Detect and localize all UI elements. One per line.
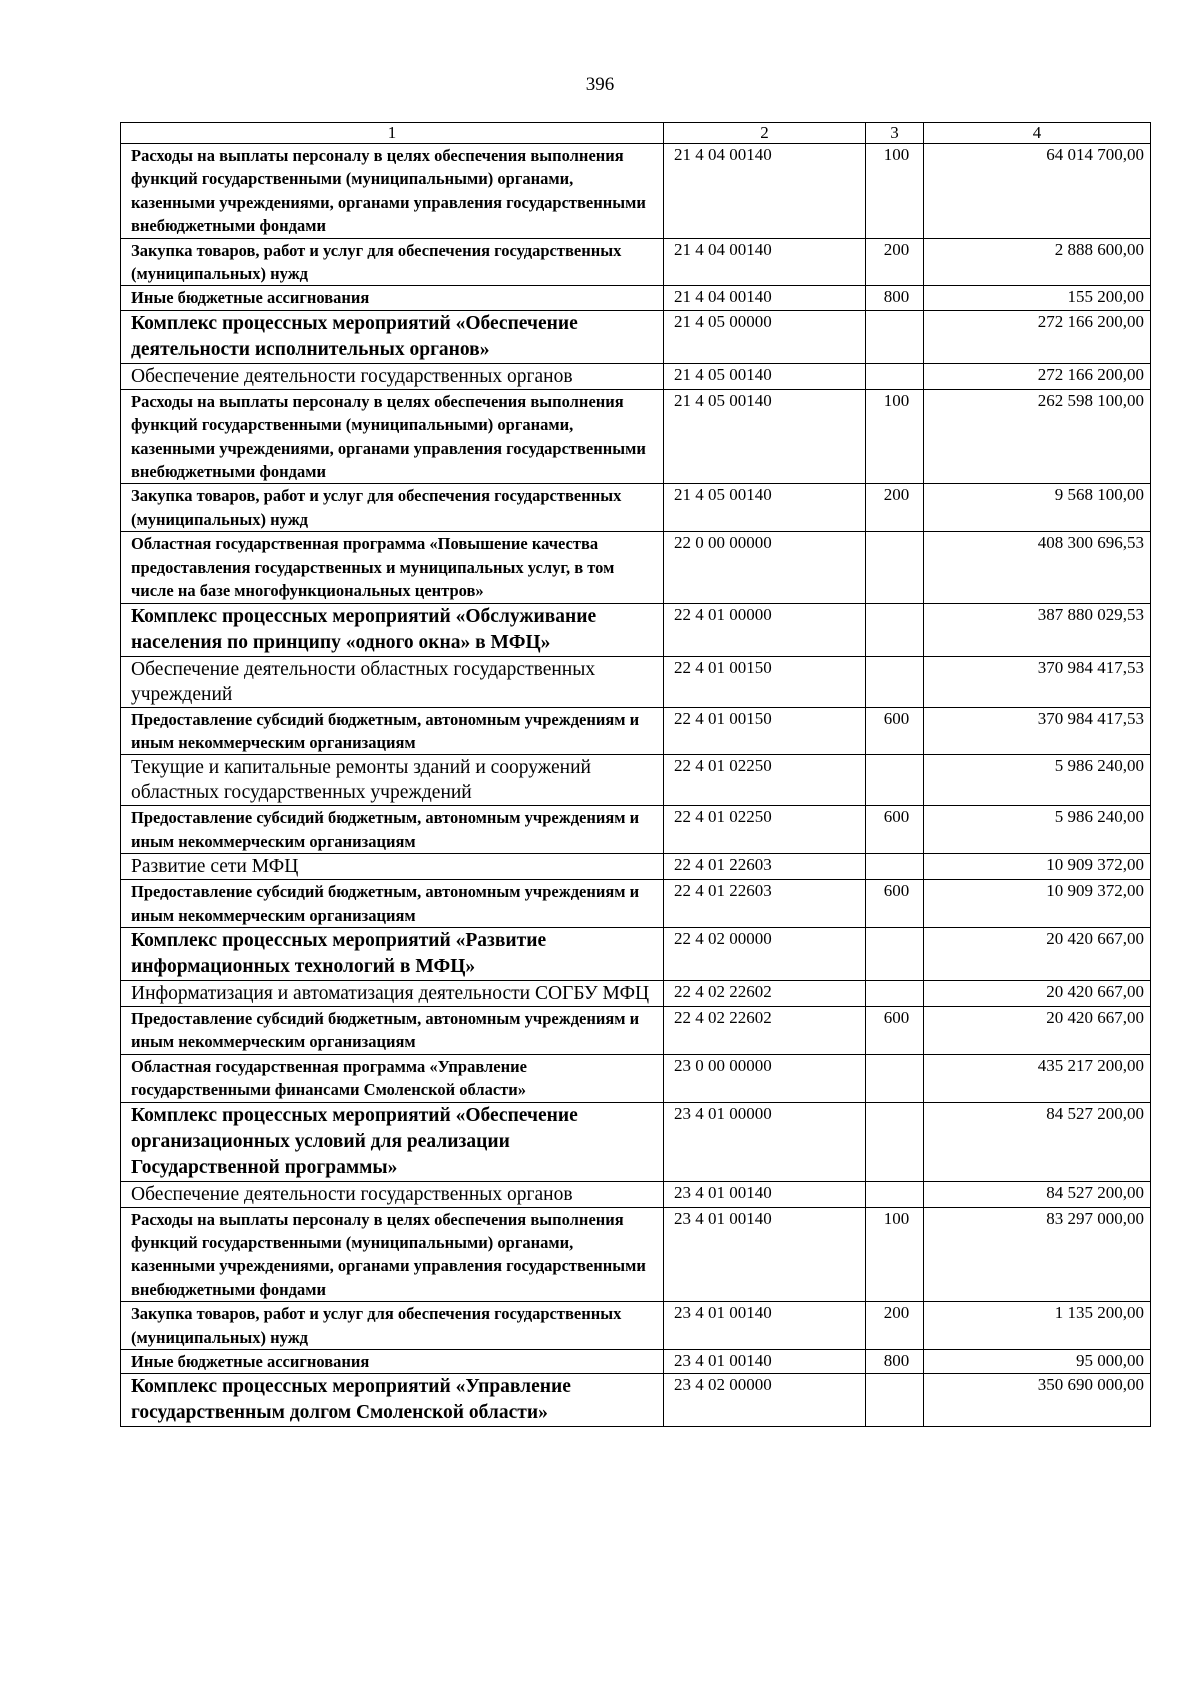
table-row: [121, 854, 1151, 880]
row-code-cell: 23 4 01 00140: [664, 1302, 866, 1350]
row-name-cell: Комплекс процессных мероприятий «Обеспечение организационных условий для реализации Государственной программы»: [121, 1102, 664, 1181]
row-amount-cell: 387 880 029,53: [924, 603, 1151, 656]
row-name-cell: Предоставление субсидий бюджетным, автономным учреждениям и иным некоммерческим организациям: [121, 806, 664, 854]
row-type-cell: [866, 1102, 924, 1181]
row-code-cell: 22 4 01 00000: [664, 603, 866, 656]
row-name-cell: Иные бюджетные ассигнования: [121, 286, 664, 310]
column-header-code: 2: [664, 123, 866, 144]
row-type-cell: 200: [866, 238, 924, 286]
table-row: [121, 238, 1151, 286]
row-type-cell: [866, 854, 924, 880]
row-name-cell: Информатизация и автоматизация деятельности СОГБУ МФЦ: [121, 980, 664, 1006]
row-code-cell: 21 4 05 00140: [664, 484, 866, 532]
row-type-cell: 100: [866, 1207, 924, 1302]
table-row: [121, 1350, 1151, 1374]
table-row: [121, 484, 1151, 532]
row-amount-cell: 370 984 417,53: [924, 656, 1151, 707]
row-type-cell: [866, 363, 924, 389]
row-name-cell: Комплекс процессных мероприятий «Развитие информационных технологий в МФЦ»: [121, 927, 664, 980]
table-body: [121, 144, 1151, 1427]
table-row: [121, 144, 1151, 239]
table-row: [121, 755, 1151, 806]
row-name-cell: Расходы на выплаты персоналу в целях обеспечения выполнения функций государственными (муниципальными) органами, казенными учреждениями, органами управления государственными внебюджетными фондами: [121, 144, 664, 239]
row-code-cell: 22 4 01 00150: [664, 656, 866, 707]
row-code-cell: 21 4 05 00000: [664, 310, 866, 363]
table-row: [121, 1302, 1151, 1350]
column-header-amount: 4: [924, 123, 1151, 144]
row-type-cell: [866, 1181, 924, 1207]
table-row: [121, 1054, 1151, 1102]
row-code-cell: 22 4 02 22602: [664, 1006, 866, 1054]
row-code-cell: 22 4 01 00150: [664, 707, 866, 755]
row-type-cell: 800: [866, 1350, 924, 1374]
row-amount-cell: 20 420 667,00: [924, 980, 1151, 1006]
table-row: [121, 927, 1151, 980]
table-row: [121, 363, 1151, 389]
table-row: [121, 389, 1151, 484]
table-row: [121, 806, 1151, 854]
row-name-cell: Текущие и капитальные ремонты зданий и сооружений областных государственных учреждений: [121, 755, 664, 806]
row-type-cell: 600: [866, 1006, 924, 1054]
row-name-cell: Расходы на выплаты персоналу в целях обеспечения выполнения функций государственными (муниципальными) органами, казенными учреждениями, органами управления государственными внебюджетными фондами: [121, 389, 664, 484]
row-type-cell: [866, 532, 924, 603]
row-type-cell: [866, 755, 924, 806]
row-amount-cell: 84 527 200,00: [924, 1181, 1151, 1207]
row-amount-cell: 5 986 240,00: [924, 806, 1151, 854]
row-type-cell: 100: [866, 144, 924, 239]
row-amount-cell: 155 200,00: [924, 286, 1151, 310]
row-amount-cell: 435 217 200,00: [924, 1054, 1151, 1102]
row-code-cell: 23 4 01 00140: [664, 1350, 866, 1374]
row-type-cell: 200: [866, 1302, 924, 1350]
table-row: [121, 1207, 1151, 1302]
row-amount-cell: 83 297 000,00: [924, 1207, 1151, 1302]
row-name-cell: Предоставление субсидий бюджетным, автономным учреждениям и иным некоммерческим организациям: [121, 707, 664, 755]
row-type-cell: 100: [866, 389, 924, 484]
row-amount-cell: 20 420 667,00: [924, 1006, 1151, 1054]
table-row: [121, 707, 1151, 755]
row-code-cell: 23 4 01 00000: [664, 1102, 866, 1181]
row-type-cell: [866, 603, 924, 656]
row-code-cell: 22 4 01 22603: [664, 854, 866, 880]
table-row: [121, 1006, 1151, 1054]
row-amount-cell: 9 568 100,00: [924, 484, 1151, 532]
table-header-row: [121, 123, 1151, 144]
row-amount-cell: 20 420 667,00: [924, 927, 1151, 980]
page-number: 396: [585, 74, 615, 95]
row-name-cell: Обеспечение деятельности государственных органов: [121, 363, 664, 389]
row-name-cell: Комплекс процессных мероприятий «Управление государственным долгом Смоленской области»: [121, 1374, 664, 1427]
row-type-cell: [866, 980, 924, 1006]
row-name-cell: Обеспечение деятельности государственных органов: [121, 1181, 664, 1207]
table-row: [121, 603, 1151, 656]
row-amount-cell: 1 135 200,00: [924, 1302, 1151, 1350]
row-amount-cell: 10 909 372,00: [924, 854, 1151, 880]
row-name-cell: Комплекс процессных мероприятий «Обеспечение деятельности исполнительных органов»: [121, 310, 664, 363]
row-name-cell: Предоставление субсидий бюджетным, автономным учреждениям и иным некоммерческим организациям: [121, 1006, 664, 1054]
row-name-cell: Обеспечение деятельности областных государственных учреждений: [121, 656, 664, 707]
row-type-cell: [866, 927, 924, 980]
row-amount-cell: 95 000,00: [924, 1350, 1151, 1374]
row-name-cell: Закупка товаров, работ и услуг для обеспечения государственных (муниципальных) нужд: [121, 238, 664, 286]
table-row: [121, 286, 1151, 310]
table-row: [121, 310, 1151, 363]
row-amount-cell: 262 598 100,00: [924, 389, 1151, 484]
row-amount-cell: 272 166 200,00: [924, 310, 1151, 363]
row-code-cell: 22 4 01 02250: [664, 806, 866, 854]
row-code-cell: 21 4 04 00140: [664, 238, 866, 286]
table-row: [121, 532, 1151, 603]
row-code-cell: 22 0 00 00000: [664, 532, 866, 603]
row-code-cell: 22 4 02 00000: [664, 927, 866, 980]
row-type-cell: 600: [866, 707, 924, 755]
table-row: [121, 656, 1151, 707]
row-amount-cell: 84 527 200,00: [924, 1102, 1151, 1181]
row-code-cell: 23 4 01 00140: [664, 1181, 866, 1207]
row-amount-cell: 64 014 700,00: [924, 144, 1151, 239]
row-name-cell: Областная государственная программа «Управление государственными финансами Смоленской области»: [121, 1054, 664, 1102]
row-amount-cell: 2 888 600,00: [924, 238, 1151, 286]
budget-table: [120, 122, 1151, 1427]
row-name-cell: Областная государственная программа «Повышение качества предоставления государственных и муниципальных услуг, в том числе на базе многофункциональных центров»: [121, 532, 664, 603]
table-row: [121, 1102, 1151, 1181]
row-code-cell: 21 4 05 00140: [664, 363, 866, 389]
table-row: [121, 880, 1151, 928]
row-type-cell: [866, 656, 924, 707]
row-type-cell: [866, 1054, 924, 1102]
row-code-cell: 22 4 01 02250: [664, 755, 866, 806]
row-name-cell: Развитие сети МФЦ: [121, 854, 664, 880]
row-code-cell: 23 4 01 00140: [664, 1207, 866, 1302]
row-code-cell: 21 4 05 00140: [664, 389, 866, 484]
column-header-name: 1: [121, 123, 664, 144]
row-code-cell: 21 4 04 00140: [664, 286, 866, 310]
row-code-cell: 22 4 01 22603: [664, 880, 866, 928]
row-name-cell: Закупка товаров, работ и услуг для обеспечения государственных (муниципальных) нужд: [121, 484, 664, 532]
row-code-cell: 22 4 02 22602: [664, 980, 866, 1006]
table-row: [121, 980, 1151, 1006]
table-row: [121, 1374, 1151, 1427]
row-type-cell: 600: [866, 806, 924, 854]
row-amount-cell: 408 300 696,53: [924, 532, 1151, 603]
row-amount-cell: 5 986 240,00: [924, 755, 1151, 806]
row-name-cell: Комплекс процессных мероприятий «Обслуживание населения по принципу «одного окна» в МФЦ»: [121, 603, 664, 656]
row-name-cell: Иные бюджетные ассигнования: [121, 1350, 664, 1374]
row-type-cell: 600: [866, 880, 924, 928]
row-name-cell: Расходы на выплаты персоналу в целях обеспечения выполнения функций государственными (муниципальными) органами, казенными учреждениями, органами управления государственными внебюджетными фондами: [121, 1207, 664, 1302]
row-name-cell: Закупка товаров, работ и услуг для обеспечения государственных (муниципальных) нужд: [121, 1302, 664, 1350]
row-code-cell: 21 4 04 00140: [664, 144, 866, 239]
row-amount-cell: 350 690 000,00: [924, 1374, 1151, 1427]
column-header-type: 3: [866, 123, 924, 144]
row-type-cell: 800: [866, 286, 924, 310]
row-name-cell: Предоставление субсидий бюджетным, автономным учреждениям и иным некоммерческим организациям: [121, 880, 664, 928]
row-amount-cell: 272 166 200,00: [924, 363, 1151, 389]
row-type-cell: [866, 1374, 924, 1427]
table-row: [121, 1181, 1151, 1207]
row-code-cell: 23 0 00 00000: [664, 1054, 866, 1102]
row-type-cell: [866, 310, 924, 363]
row-type-cell: 200: [866, 484, 924, 532]
row-amount-cell: 370 984 417,53: [924, 707, 1151, 755]
row-code-cell: 23 4 02 00000: [664, 1374, 866, 1427]
row-amount-cell: 10 909 372,00: [924, 880, 1151, 928]
